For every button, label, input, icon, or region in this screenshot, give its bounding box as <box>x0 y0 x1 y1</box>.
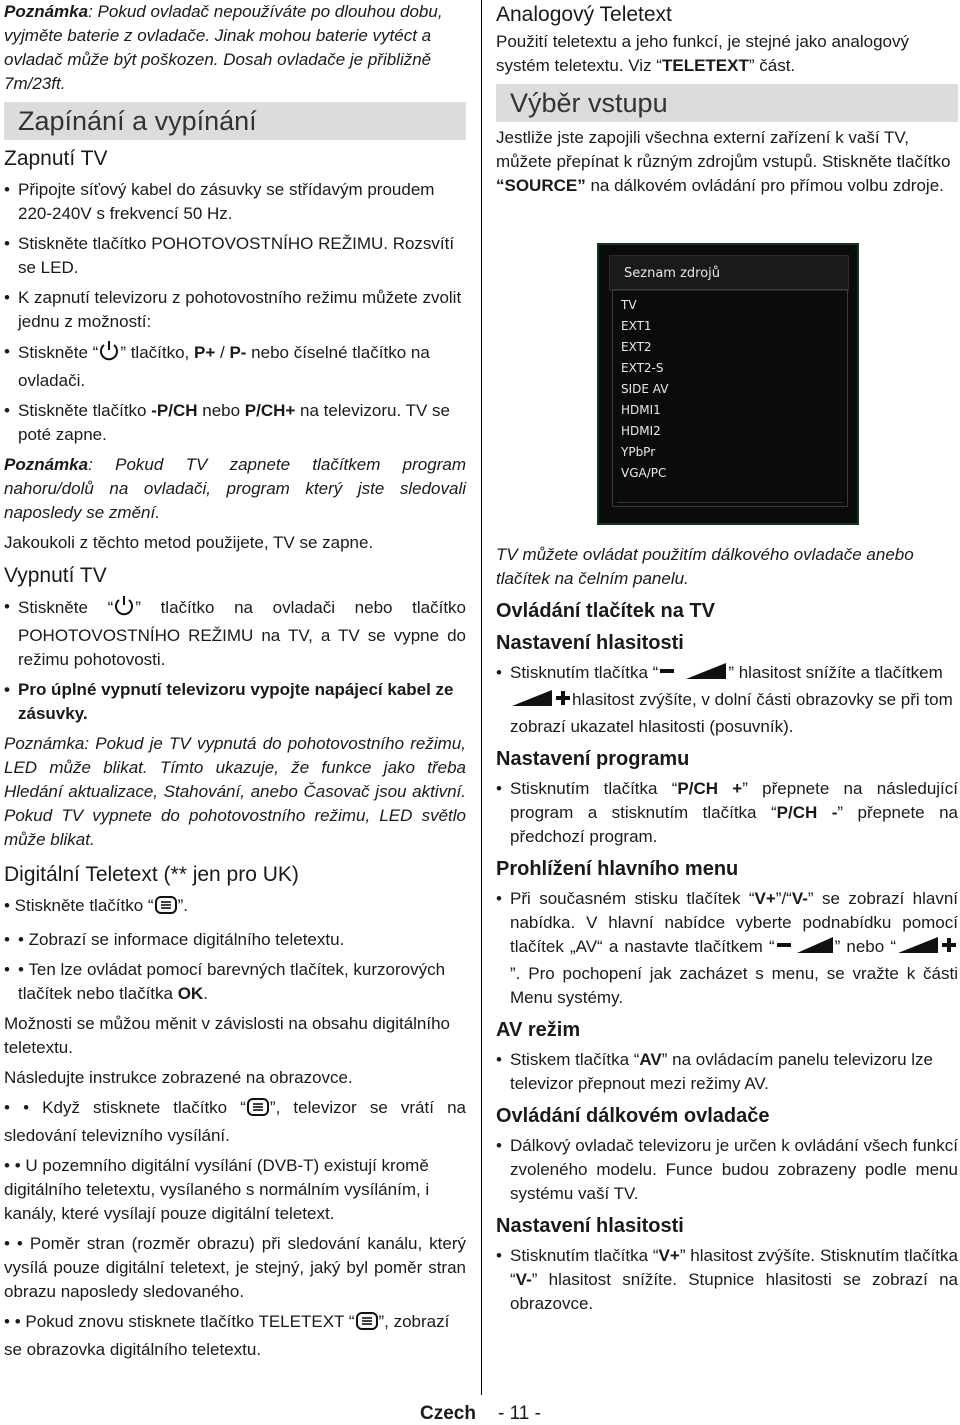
list-item: • Pro úplné vypnutí televizoru vypojte napájecí kabel ze zásuvky. <box>4 678 466 726</box>
list-item: • • Ten lze ovládat pomocí barevných tlačítek, kurzorových tlačítek nebo tlačítka OK. <box>4 958 466 1006</box>
list-item: • Stisknutím tlačítka “V+” hlasitost zvýšíte. Stisknutím tlačítka “V-” hlasitost snížíte. Stupnice hlasitosti se zobrazí na obrazovce. <box>496 1244 958 1316</box>
note-battery: Poznámka: Pokud ovladač nepoužíváte po dlouhou dobu, vyjměte baterie z ovladače. Jinak mohou baterie vytéct a ovladač může být poškozen. Dosah ovladače je přibližně 7m/23ft. <box>4 2 443 93</box>
power-icon <box>113 595 135 624</box>
source-item[interactable]: HDMI1 <box>621 403 661 417</box>
list-item: • • U pozemního digitální vysílání (DVB-T) existují kromě digitálního teletextu, vysílaného s normálním vysíláním, i kanály, které vysílají pouze digitální teletext. <box>4 1156 430 1223</box>
source-item[interactable]: SIDE AV <box>621 382 669 396</box>
heading-volume: Nastavení hlasitosti <box>496 632 684 654</box>
list-item: • Dálkový ovladač televizoru je určen k ovládání všech funkcí zvoleného modelu. Funce budou zobrazeny podle menu systému vaší TV. <box>496 1134 958 1206</box>
list-item: • • Když stisknete tlačítko “ ”, televizor se vrátí na sledování televizního vysílání. <box>4 1098 466 1145</box>
teletext-icon <box>355 1311 379 1338</box>
list-item: • Stisknutím tlačítka “P/CH +” přepnete na následující program a stisknutím tlačítka “P/CH -” přepnete na předchozí program. <box>496 777 958 849</box>
list-footer-line <box>617 502 843 503</box>
note-program: Poznámka: Pokud TV zapnete tlačítkem program nahoru/dolů na ovladači, program který jste sledovali naposledy se změní. <box>4 455 466 522</box>
heading-analog-teletext: Analogový Teletext <box>496 3 672 26</box>
paragraph: Použití teletextu a jeho funkcí, je stejné jako analogový systém teletextu. Viz “TELETEXT” část. <box>496 32 909 75</box>
paragraph: Následujte instrukce zobrazené na obrazovce. <box>4 1068 353 1087</box>
list-item: • Stiskněte tlačítko POHOTOVOSTNÍHO REŽIMU. Rozsvítí se LED. <box>4 232 466 280</box>
column-divider <box>481 0 482 1395</box>
list-item: • • Poměr stran (rozměr obrazu) při sledování kanálu, který vysílá pouze digitální teletext, je stejný, jaký byl poměr stran obrazu naposledy sledovaného. <box>4 1234 466 1301</box>
footer-language: Czech <box>420 1403 476 1424</box>
volume-up-icon <box>896 935 958 962</box>
heading-digital-teletext: Digitální Teletext (** jen pro UK) <box>4 863 299 886</box>
heading-panel-buttons: Ovládání tlačítek na TV <box>496 600 715 622</box>
list-item: • Stiskněte tlačítko -P/CH nebo P/CH+ na televizoru. TV se poté zapne. <box>4 399 466 447</box>
list-item: • Připojte síťový kabel do zásuvky se střídavým proudem 220-240V s frekvencí 50 Hz. <box>4 178 466 226</box>
heading-remote-control: Ovládání dálkovém ovladače <box>496 1105 770 1127</box>
heading-av-mode: AV režim <box>496 1019 581 1041</box>
list-item: • K zapnutí televizoru z pohotovostního režimu můžete zvolit jednu z možností: <box>4 286 466 334</box>
list-item: • Stiskněte “ ” tlačítko, P+ / P- nebo číselné tlačítko na ovladači. <box>4 340 466 393</box>
section-title: Zapínání a vypínání <box>4 102 466 140</box>
section-input-title: Výběr vstupu <box>496 84 958 122</box>
left-column <box>4 0 466 1362</box>
source-item[interactable]: YPbPr <box>621 445 656 459</box>
paragraph: TV můžete ovládat použitím dálkového ovladače anebo tlačítek na čelním panelu. <box>496 545 914 588</box>
source-item[interactable]: VGA/PC <box>621 466 667 480</box>
list-item: • Stiskem tlačítka “AV” na ovládacím panelu televizoru lze televizor přepnout mezi režimy AV. <box>496 1048 958 1096</box>
right-column-lower <box>496 543 958 1316</box>
list-item: • • Zobrazí se informace digitálního teletextu. <box>4 928 466 952</box>
source-list-screen <box>597 243 859 525</box>
heading-power-on: Zapnutí TV <box>4 147 108 170</box>
heading-volume-2: Nastavení hlasitosti <box>496 1215 684 1237</box>
source-item[interactable]: HDMI2 <box>621 424 661 438</box>
paragraph: Možnosti se můžou měnit v závislosti na obsahu digitálního teletextu. <box>4 1014 451 1057</box>
volume-down-icon <box>658 661 728 688</box>
source-item[interactable]: EXT2-S <box>621 361 664 375</box>
paragraph: Jakoukoli z těchto metod použijete, TV se zapne. <box>4 533 374 552</box>
list-item: • • Pokud znovu stisknete tlačítko TELETEXT “ ”, zobrazí se obrazovka digitálního teletextu. <box>4 1312 450 1359</box>
volume-up-icon <box>510 688 572 715</box>
source-list <box>612 289 848 507</box>
teletext-icon <box>246 1097 270 1124</box>
right-column <box>496 0 958 198</box>
heading-main-menu: Prohlížení hlavního menu <box>496 858 739 880</box>
paragraph: Jestliže jste zapojili všechna externí zařízení k vaší TV, můžete přepínat k různým zdrojům vstupů. Stiskněte tlačítko “SOURCE” na dálkovém ovládání pro přímou volbu zdroje. <box>496 128 951 195</box>
power-icon <box>98 340 120 369</box>
note-standby: Poznámka: Pokud je TV vypnutá do pohotovostního režimu, LED může blikat. Tímto ukazuje, že funkce jako třeba Hledání aktualizace, Stahování, anebo Časovač jsou aktivní. Pokud TV vypnete do pohotovostního režimu, LED světlo může blikat. <box>4 734 466 849</box>
list-item: • Stiskněte “ ” tlačítko na ovladači nebo tlačítko POHOTOVOSTNÍHO REŽIMU na TV, a TV se vypne do režimu pohotovosti. <box>4 595 466 672</box>
heading-power-off: Vypnutí TV <box>4 564 107 587</box>
teletext-icon <box>154 895 178 922</box>
source-item[interactable]: EXT2 <box>621 340 652 354</box>
list-item: • Při současném stisku tlačítek “V+”/“V-” se zobrazí hlavní nabídka. V hlavní nabídce vyberte podnabídku pomocí tlačítek „AV“ a nastavte tlačítkem “ ” nebo “”. Pro pochopení jak zacházet s menu, se vražte k části Menu systémy. <box>496 887 958 1010</box>
page-number: - 11 - <box>498 1403 541 1424</box>
screen-title: Seznam zdrojů <box>609 255 849 291</box>
source-item[interactable]: EXT1 <box>621 319 652 333</box>
heading-program: Nastavení programu <box>496 748 690 770</box>
list-item: • Stisknutím tlačítka “ ” hlasitost snížíte a tlačítkem hlasitost zvýšíte, v dolní části obrazovky se při tom zobrazí ukazatel hlasitosti (posuvník). <box>496 661 958 739</box>
source-item[interactable]: TV <box>621 298 637 312</box>
list-item: • Stiskněte tlačítko “ ”. <box>4 894 466 922</box>
volume-down-icon <box>775 935 835 962</box>
